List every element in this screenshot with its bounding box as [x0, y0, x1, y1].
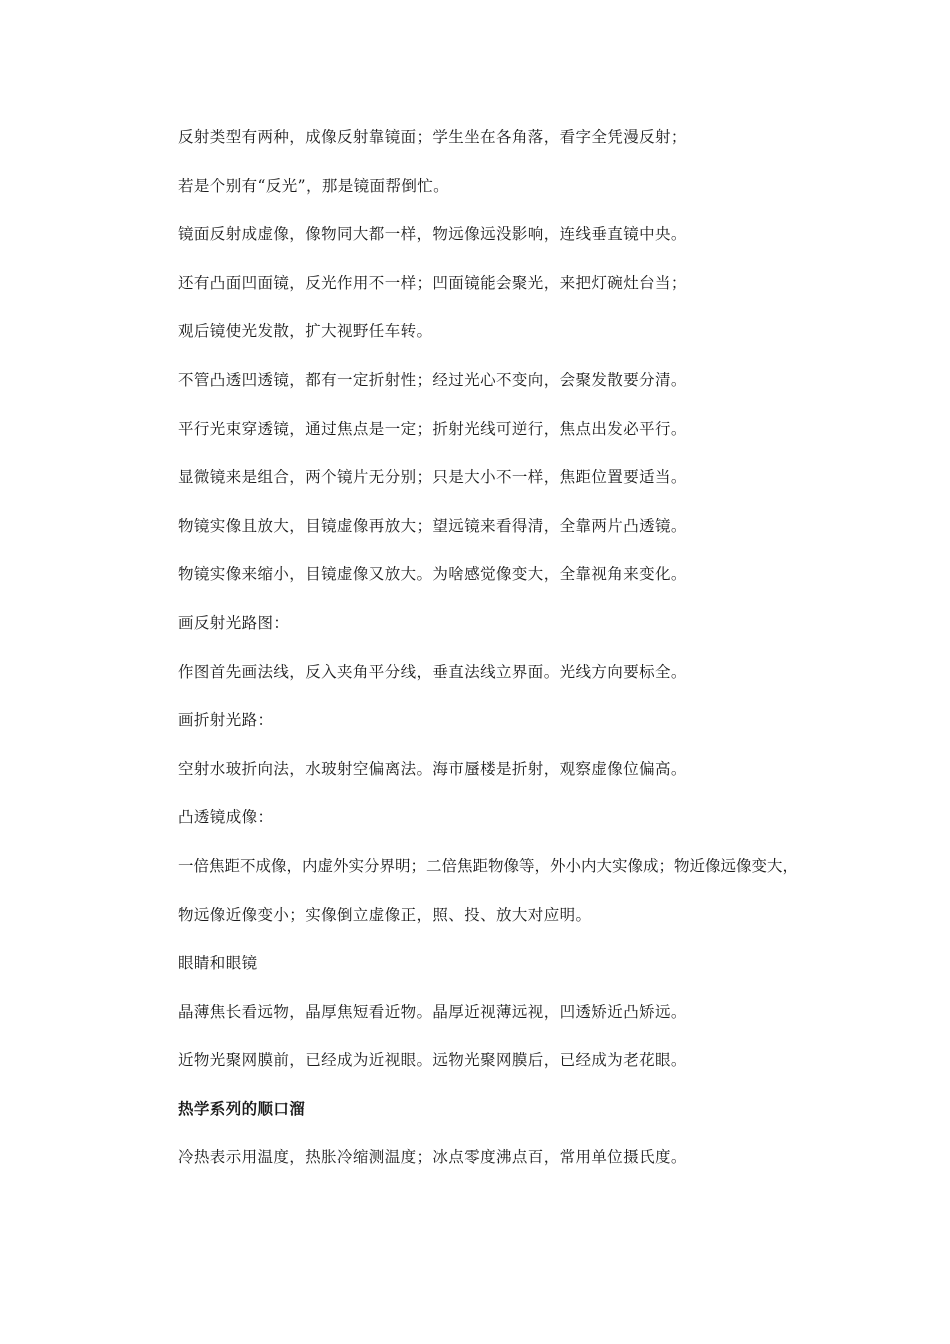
text-line: 冷热表示用温度，热胀冷缩测温度；冰点零度沸点百，常用单位摄氏度。: [178, 1148, 687, 1167]
section-heading: 画折射光路：: [178, 711, 274, 730]
text-line: 平行光束穿透镜，通过焦点是一定；折射光线可逆行，焦点出发必平行。: [178, 419, 687, 438]
text-line: 若是个别有“反光”，那是镜面帮倒忙。: [178, 176, 450, 195]
text-line: 晶薄焦长看远物，晶厚焦短看近物。晶厚近视薄远视，凹透矫近凸矫远。: [178, 1002, 687, 1021]
text-line: 物镜实像且放大，目镜虚像再放大；望远镜来看得清，全靠两片凸透镜。: [178, 516, 687, 535]
text-line: 不管凸透凹透镜，都有一定折射性；经过光心不变向，会聚发散要分清。: [178, 370, 687, 389]
text-line: 镜面反射成虚像，像物同大都一样，物远像远没影响，连线垂直镜中央。: [178, 225, 687, 244]
text-line: 显微镜来是组合，两个镜片无分别；只是大小不一样，焦距位置要适当。: [178, 468, 687, 487]
bold-section-heading: 热学系列的顺口溜: [178, 1099, 306, 1118]
text-line: 还有凸面凹面镜，反光作用不一样；凹面镜能会聚光，来把灯碗灶台当；: [178, 273, 687, 292]
text-line: 反射类型有两种，成像反射靠镜面；学生坐在各角落，看字全凭漫反射；: [178, 128, 687, 146]
text-line: 观后镜使光发散，扩大视野任车转。: [178, 322, 433, 341]
text-line: 一倍焦距不成像，内虚外实分界明；二倍焦距物像等，外小内大实像成；物近像远像变大，: [178, 856, 799, 875]
section-heading: 画反射光路图：: [178, 613, 290, 632]
text-line: 空射水玻折向法，水玻射空偏离法。海市蜃楼是折射，观察虚像位偏高。: [178, 759, 687, 778]
section-heading: 凸透镜成像：: [178, 808, 274, 827]
text-line: 物镜实像来缩小，目镜虚像又放大。为啥感觉像变大，全靠视角来变化。: [178, 565, 687, 584]
section-heading: 眼睛和眼镜: [178, 954, 258, 973]
text-line: 物远像近像变小；实像倒立虚像正，照、投、放大对应明。: [178, 905, 592, 924]
text-line: 作图首先画法线，反入夹角平分线，垂直法线立界面。光线方向要标全。: [178, 662, 687, 681]
document-body: [178, 124, 858, 1193]
text-line: 近物光聚网膜前，已经成为近视眼。远物光聚网膜后，已经成为老花眼。: [178, 1051, 687, 1070]
